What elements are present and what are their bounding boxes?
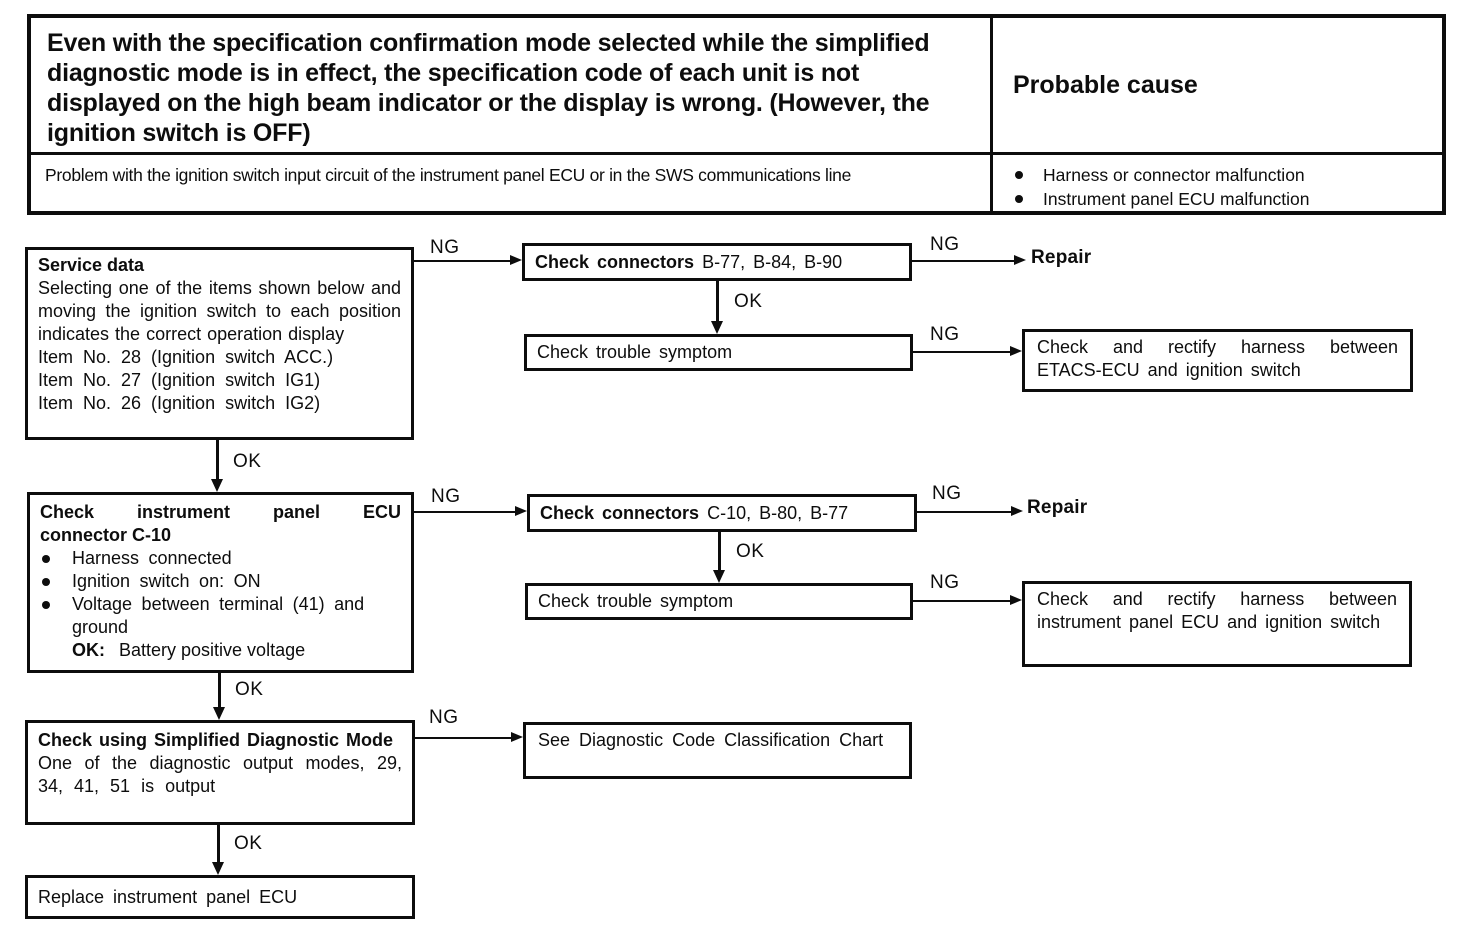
arrowhead-right-icon	[511, 732, 523, 742]
connector-line	[415, 737, 511, 739]
bullet-dot-icon	[1015, 195, 1023, 203]
ng-label: NG	[932, 483, 962, 504]
service-data-title: Service data	[38, 255, 145, 275]
arrowhead-down-icon	[711, 321, 723, 334]
arrowhead-down-icon	[213, 707, 225, 720]
simplified-diagnostic-title: Check using Simplified Diagnostic Mode	[38, 730, 394, 750]
connector-line	[716, 281, 719, 322]
arrowhead-right-icon	[1011, 506, 1023, 516]
arrowhead-down-icon	[212, 862, 224, 875]
ok-label: OK	[233, 451, 262, 472]
ng-label: NG	[430, 237, 460, 258]
check-connectors-1-ids: B-77, B-84, B-90	[702, 251, 843, 272]
arrowhead-down-icon	[713, 570, 725, 583]
check-ecu-bullet-text: Ignition switch on: ON	[72, 571, 261, 591]
replace-ecu-box	[25, 875, 415, 919]
problem-detail: Problem with the ignition switch input circuit of the instrument panel ECU or in the SWS communications line	[31, 155, 993, 211]
check-trouble-symptom-2-box	[525, 583, 913, 620]
check-ecu-ok-condition	[40, 639, 401, 662]
service-data-items	[38, 346, 401, 415]
ng-label: NG	[429, 707, 459, 728]
connector-line	[414, 260, 512, 262]
arrowhead-right-icon	[515, 506, 527, 516]
arrowhead-right-icon	[1010, 346, 1022, 356]
check-connectors-1-label: Check connectors	[535, 251, 695, 272]
bullet-dot-icon	[1015, 171, 1023, 179]
connector-line	[917, 511, 1013, 513]
check-connectors-1-box	[522, 243, 912, 281]
service-data-item: Item No. 28 (Ignition switch ACC.)	[38, 347, 334, 367]
ok-condition-label: OK:	[72, 640, 105, 660]
bullet-dot-icon	[42, 578, 50, 586]
check-connectors-2-box	[527, 494, 917, 532]
cause-item-text: Instrument panel ECU malfunction	[1043, 189, 1310, 209]
connector-line	[913, 600, 1010, 602]
repair-label: Repair	[1027, 497, 1088, 518]
arrowhead-right-icon	[510, 255, 522, 265]
check-ecu-connector-box	[27, 492, 414, 673]
cause-item	[1009, 187, 1428, 211]
probable-cause-header	[993, 18, 1442, 155]
check-ecu-bullet	[40, 547, 401, 570]
connector-line	[218, 673, 221, 708]
service-data-item: Item No. 26 (Ignition switch IG2)	[38, 393, 321, 413]
ng-label: NG	[930, 324, 960, 345]
connector-line	[216, 440, 219, 480]
bullet-dot-icon	[42, 601, 50, 609]
arrowhead-right-icon	[1010, 595, 1022, 605]
connector-line	[414, 511, 516, 513]
ok-label: OK	[234, 833, 263, 854]
rectify-harness-etacs-box: Check and rectify harness between ETACS-ECU and ignition switch	[1022, 329, 1413, 392]
service-data-item: Item No. 27 (Ignition switch IG1)	[38, 370, 321, 390]
bullet-dot-icon	[42, 555, 50, 563]
ng-label: NG	[930, 234, 960, 255]
check-trouble-symptom-1-text: Check trouble symptom	[537, 342, 733, 362]
check-ecu-bullet	[40, 570, 401, 593]
symptom-statement: Even with the specification confirmation mode selected while the simplified diagnostic mode is in effect, the specification code of each unit is not displayed on the high beam indicator or the display is wrong. (However, the ignition switch is OFF)	[31, 18, 993, 155]
ng-label: NG	[930, 572, 960, 593]
check-trouble-symptom-2-text: Check trouble symptom	[538, 591, 734, 611]
check-ecu-bullet-text: Harness connected	[72, 548, 232, 568]
arrowhead-down-icon	[211, 479, 223, 492]
simplified-diagnostic-box	[25, 720, 415, 825]
symptom-header-table	[27, 14, 1446, 215]
check-ecu-title-line2: connector C-10	[40, 525, 172, 545]
cause-item	[1009, 163, 1428, 187]
service-data-box	[25, 247, 414, 440]
ok-label: OK	[235, 679, 264, 700]
probable-cause-label: Probable cause	[1013, 70, 1198, 99]
arrowhead-right-icon	[1014, 255, 1026, 265]
ok-label: OK	[736, 541, 765, 562]
check-trouble-symptom-1-box	[524, 334, 913, 371]
replace-ecu-text: Replace instrument panel ECU	[38, 886, 298, 907]
see-diagnostic-chart-box: See Diagnostic Code Classification Chart	[523, 722, 912, 779]
check-ecu-bullet-text: Voltage between terminal (41) and ground	[72, 594, 365, 637]
connector-line	[912, 260, 1016, 262]
probable-cause-list	[993, 155, 1442, 211]
repair-label: Repair	[1031, 247, 1092, 268]
check-ecu-title-line1: Check instrument panel ECU	[40, 502, 401, 522]
ok-condition-value: Battery positive voltage	[119, 640, 306, 660]
check-connectors-2-ids: C-10, B-80, B-77	[707, 502, 849, 523]
connector-line	[913, 351, 1010, 353]
connector-line	[217, 825, 220, 863]
rectify-harness-instrument-box: Check and rectify harness between instrument panel ECU and ignition switch	[1022, 581, 1412, 667]
service-data-body: Selecting one of the items shown below and moving the ignition switch to each position indicates the correct operation display	[38, 278, 401, 344]
ok-label: OK	[734, 291, 763, 312]
check-connectors-2-label: Check connectors	[540, 502, 700, 523]
cause-item-text: Harness or connector malfunction	[1043, 165, 1305, 185]
simplified-diagnostic-body: One of the diagnostic output modes, 29, 34, 41, 51 is output	[38, 753, 402, 796]
ng-label: NG	[431, 486, 461, 507]
connector-line	[718, 532, 721, 571]
check-ecu-bullet	[40, 593, 401, 639]
